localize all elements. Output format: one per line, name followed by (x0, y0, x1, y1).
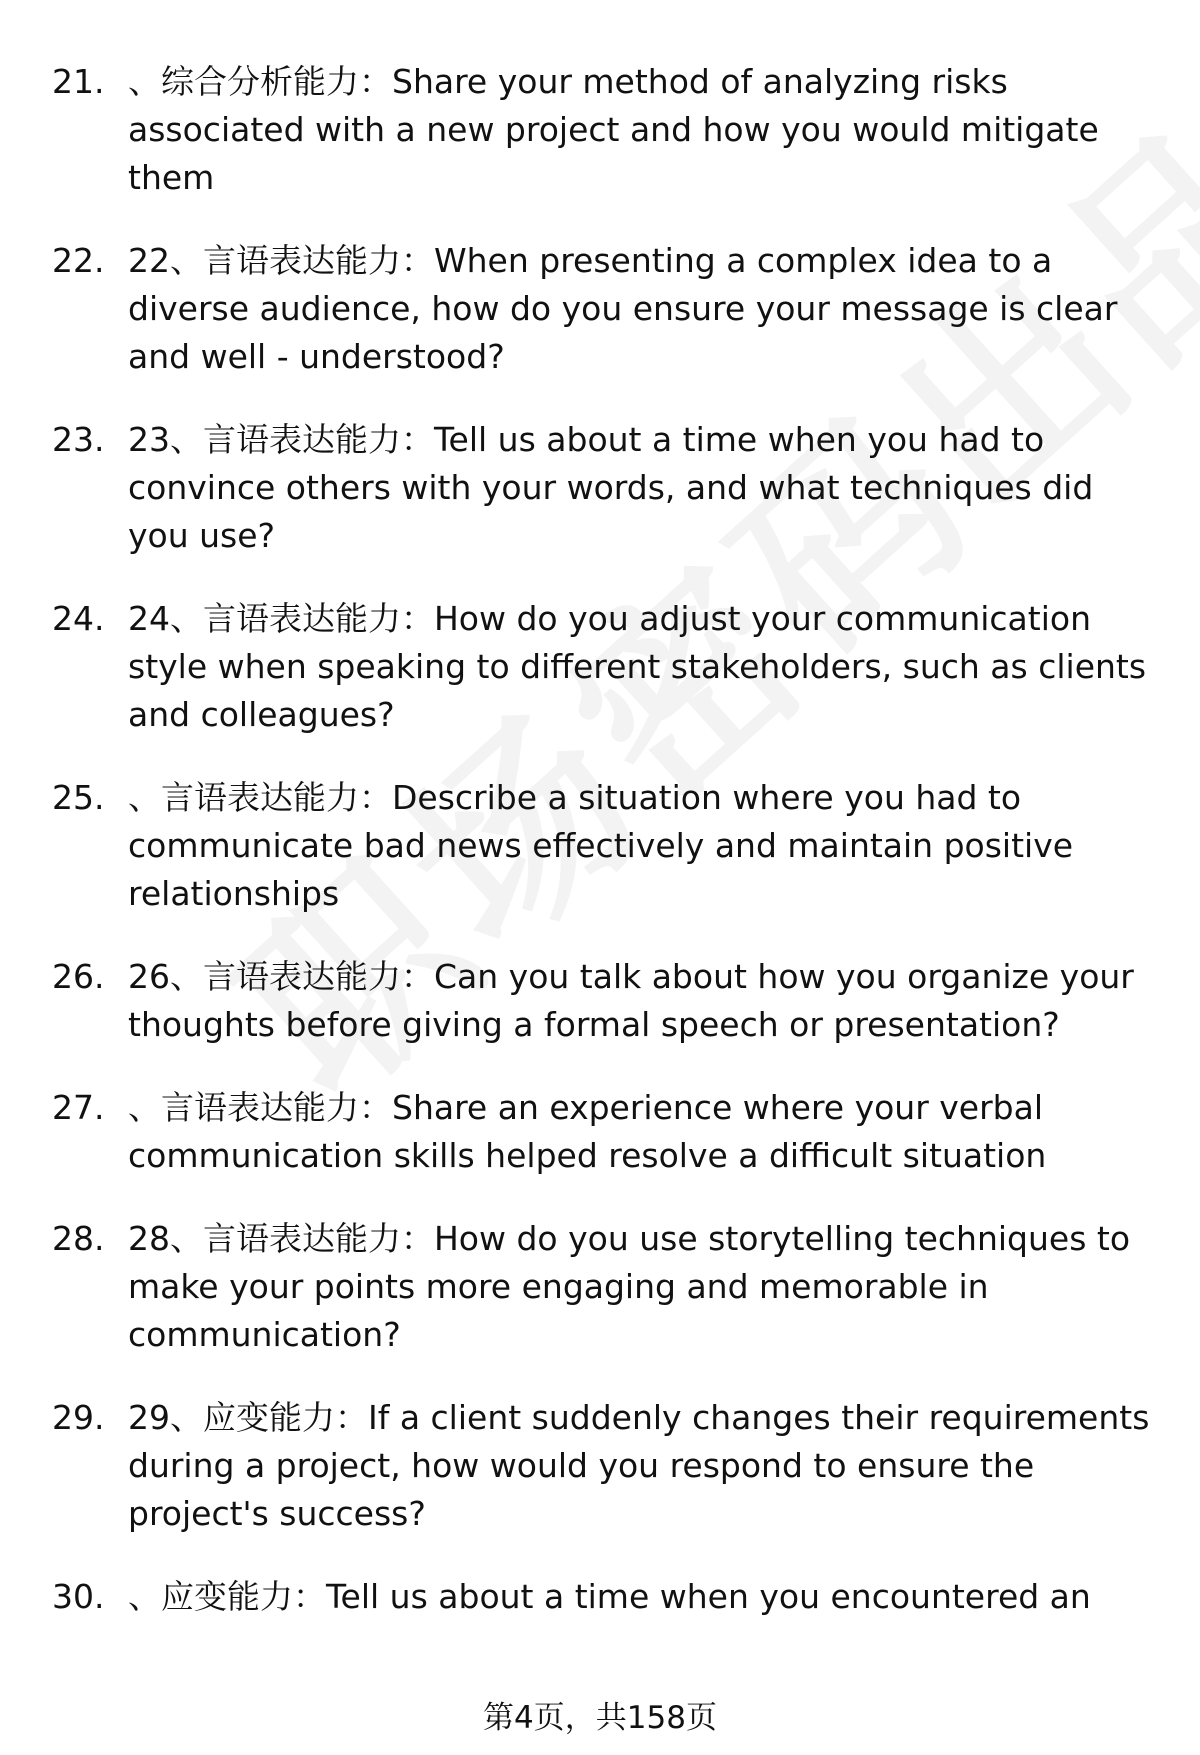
question-text: 26、言语表达能力：Can you talk about how you organize your thoughts before giving a formal speech or presentation? (128, 957, 1134, 1044)
question-item-23 (0, 416, 1200, 560)
question-item-21 (0, 58, 1200, 202)
question-number: 28. (52, 1219, 105, 1258)
question-text: 22、言语表达能力：When presenting a complex idea to a diverse audience, how do you ensure your message is clear and well - understood? (128, 241, 1118, 376)
question-text: 24、言语表达能力：How do you adjust your communication style when speaking to different stakeholders, such as clients and colleagues? (128, 599, 1147, 734)
question-number: 26. (52, 957, 105, 996)
question-number: 29. (52, 1398, 105, 1437)
question-number: 23. (52, 420, 105, 459)
question-item-27 (0, 1084, 1200, 1180)
question-item-30 (0, 1573, 1200, 1621)
question-text: 29、应变能力：If a client suddenly changes their requirements during a project, how would you respond to ensure the project's success? (128, 1398, 1150, 1533)
question-text: 、言语表达能力：Describe a situation where you had to communicate bad news effectively and maintain positive relationships (128, 778, 1074, 913)
question-number: 22. (52, 241, 105, 280)
question-item-25 (0, 774, 1200, 918)
question-number: 24. (52, 599, 105, 638)
question-text: 23、言语表达能力：Tell us about a time when you had to convince others with your words, and what techniques did you use? (128, 420, 1094, 555)
question-number: 30. (52, 1577, 105, 1616)
question-text: 、言语表达能力：Share an experience where your verbal communication skills helped resolve a difficult situation (128, 1088, 1047, 1175)
question-text: 、综合分析能力：Share your method of analyzing risks associated with a new project and how you would mitigate them (128, 62, 1099, 197)
question-item-28 (0, 1215, 1200, 1359)
page-footer: 第4页，共158页 (483, 1700, 717, 1736)
question-text: 28、言语表达能力：How do you use storytelling techniques to make your points more engaging and memorable in communication? (128, 1219, 1131, 1354)
question-number: 25. (52, 778, 105, 817)
question-item-26 (0, 953, 1200, 1049)
question-item-29 (0, 1394, 1200, 1538)
question-list (0, 58, 1200, 1656)
question-number: 27. (52, 1088, 105, 1127)
question-item-22 (0, 237, 1200, 381)
question-item-24 (0, 595, 1200, 739)
question-text: 、应变能力：Tell us about a time when you encountered an (128, 1577, 1091, 1616)
question-number: 21. (52, 62, 105, 101)
